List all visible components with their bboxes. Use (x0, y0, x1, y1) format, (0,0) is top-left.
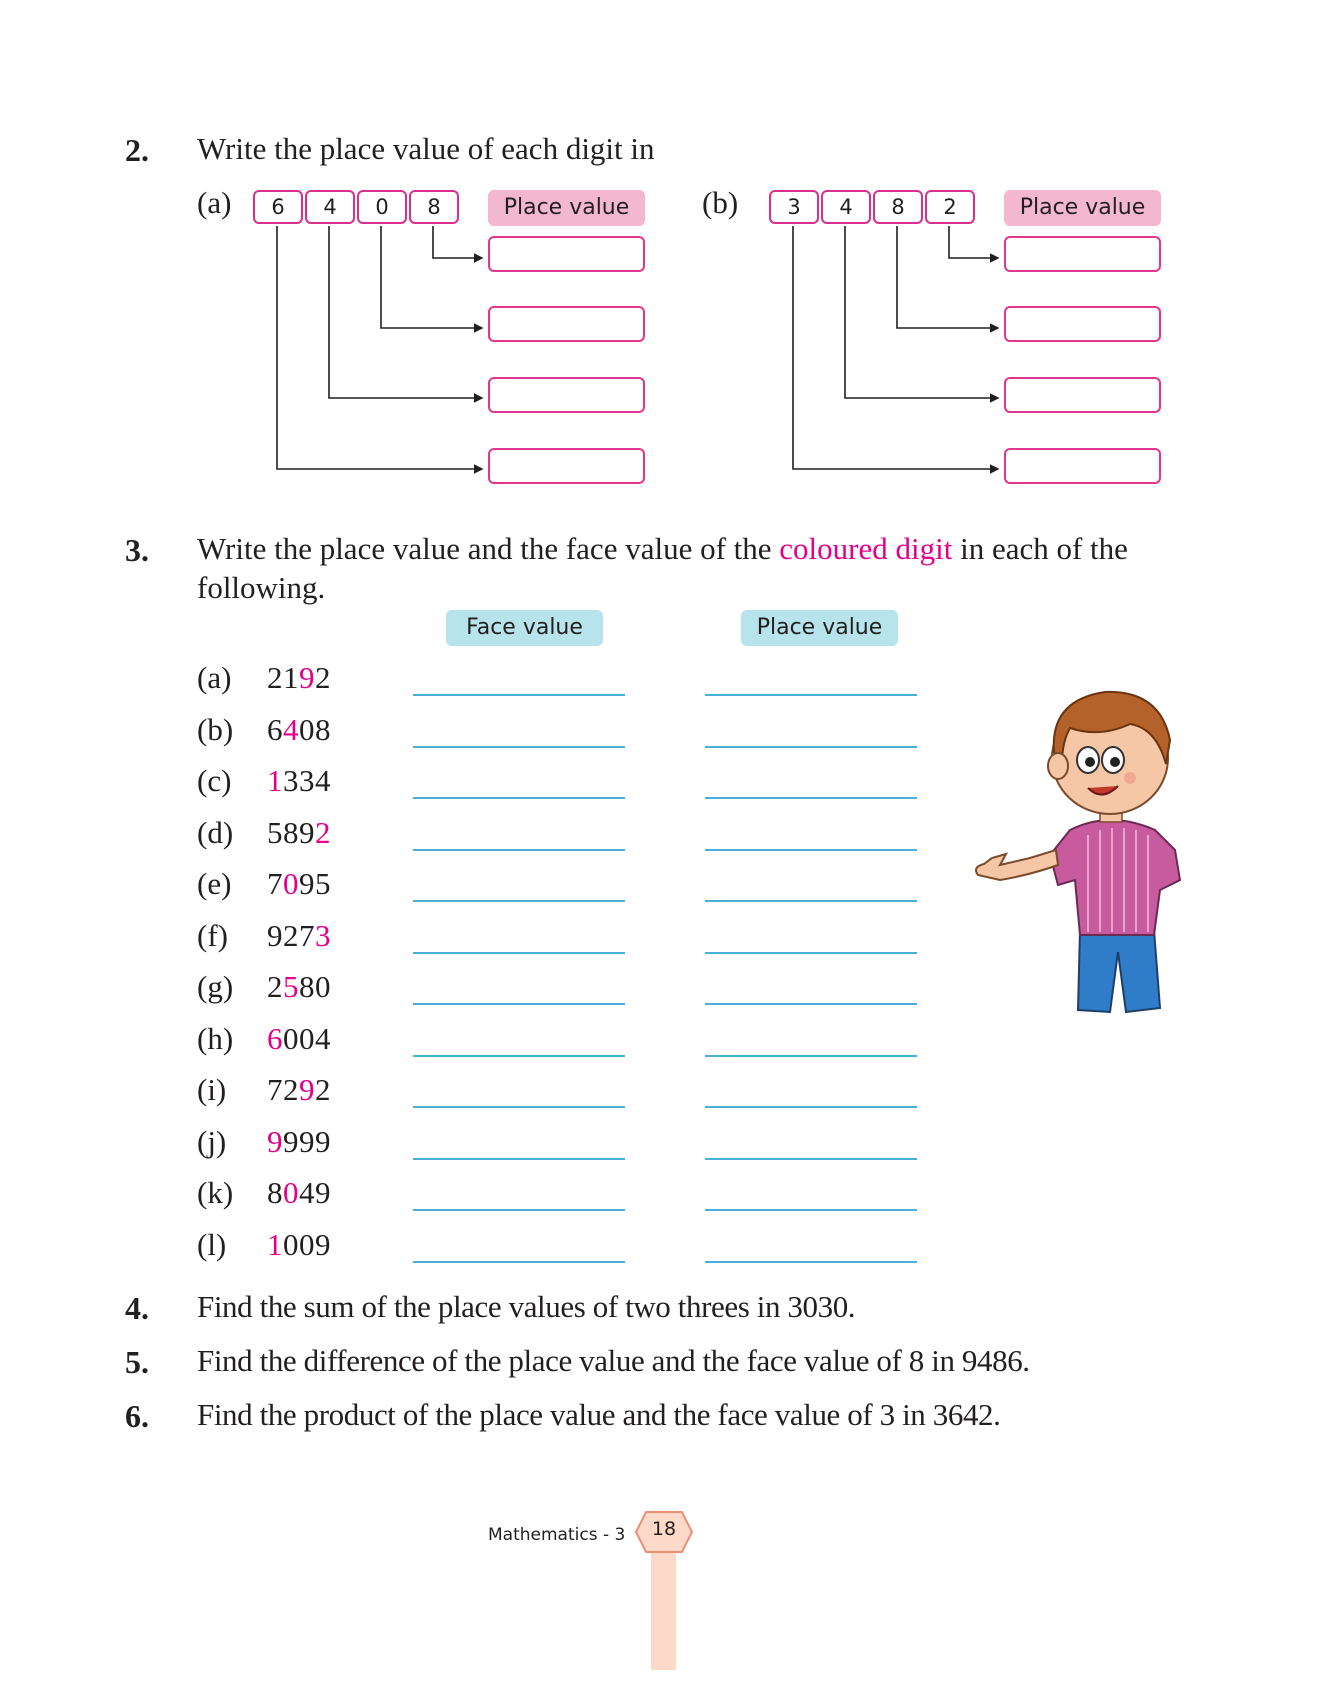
q3-row (197, 712, 947, 764)
q3-number-prefix: 927 (267, 917, 315, 953)
face-value-answer-line[interactable] (413, 694, 625, 696)
q3-number-prefix: 72 (267, 1072, 299, 1107)
question-3-text (197, 531, 1128, 567)
q3-number-prefix: 21 (267, 660, 299, 695)
place-value-answer-line[interactable] (705, 797, 917, 799)
q2b-answer-thousands[interactable] (1004, 448, 1161, 484)
q2b-line-ones (949, 226, 998, 258)
q3-row (197, 1021, 947, 1073)
page-tab-bar (651, 1550, 676, 1670)
q2a-answer-ones[interactable] (488, 236, 645, 272)
q3-row (197, 660, 947, 712)
q3-row-number (267, 1227, 331, 1263)
question-3-text-line2: following. (197, 570, 326, 605)
q3-row-label: (l) (197, 1226, 227, 1262)
q2b-line-tens (897, 226, 998, 328)
q3-row (197, 763, 947, 815)
question-6-number: 6. (125, 1398, 149, 1434)
q3-number-prefix: 2 (267, 969, 283, 1004)
q3-row-number (267, 1072, 331, 1108)
place-value-answer-line[interactable] (705, 1106, 917, 1108)
q2a-label: (a) (197, 185, 232, 220)
q2b-answer-hundreds[interactable] (1004, 377, 1161, 413)
q3-coloured-digit: 1 (267, 1226, 283, 1262)
question-5-text: Find the difference of the place value and the face value of 8 in 9486. (197, 1343, 1030, 1378)
q3-number-suffix: 2 (315, 1072, 331, 1107)
q3-number-suffix: 004 (283, 1020, 331, 1056)
face-value-answer-line[interactable] (413, 849, 625, 851)
q3-row-label: (i) (197, 1072, 227, 1107)
face-value-answer-line[interactable] (413, 900, 625, 902)
q2b-digit-1: 3 (769, 190, 819, 224)
question-2-text: Write the place value of each digit in (197, 131, 655, 166)
q3-coloured-digit: 5 (283, 969, 299, 1004)
question-6-text: Find the product of the place value and the face value of 3 in 3642. (197, 1397, 1001, 1432)
place-value-answer-line[interactable] (705, 1158, 917, 1160)
q3-row-label: (a) (197, 660, 232, 695)
q3-row (197, 1175, 947, 1227)
q3-row-label: (k) (197, 1175, 234, 1210)
q3-row-number (267, 866, 331, 902)
q2a-line-tens (381, 226, 482, 328)
face-value-answer-line[interactable] (413, 1003, 625, 1005)
q2a-digit-4: 8 (409, 190, 459, 224)
q3-coloured-digit: 4 (283, 711, 299, 747)
q3-row (197, 1124, 947, 1176)
q3-row (197, 918, 947, 970)
q3-coloured-digit: 3 (315, 917, 331, 953)
q3-row-number (267, 969, 331, 1005)
q2a-answer-hundreds[interactable] (488, 377, 645, 413)
q3-row-label: (j) (197, 1123, 227, 1159)
q3-row (197, 866, 947, 918)
q3-number-suffix: 009 (283, 1226, 331, 1262)
q3-coloured-digit: 9 (299, 660, 315, 695)
question-5-number: 5. (125, 1344, 149, 1380)
q3-coloured-digit: 0 (283, 1175, 299, 1210)
q3-row-label: (c) (197, 763, 232, 798)
q2b-place-value-header: Place value (1004, 190, 1161, 226)
q3-row-number (267, 1021, 331, 1057)
q2b-label: (b) (702, 185, 739, 220)
q3-row-number (267, 660, 331, 696)
face-value-answer-line[interactable] (413, 1158, 625, 1160)
place-value-answer-line[interactable] (705, 952, 917, 954)
page-number: 18 (651, 1518, 677, 1540)
q3-row-label: (b) (197, 711, 234, 747)
place-value-answer-line[interactable] (705, 849, 917, 851)
q2b-digit-3: 8 (873, 190, 923, 224)
q3-coloured-digit: 9 (299, 1072, 315, 1107)
q3-row (197, 815, 947, 867)
book-title: Mathematics - 3 (488, 1525, 626, 1545)
q3-number-suffix: 2 (315, 660, 331, 695)
place-value-answer-line[interactable] (705, 1209, 917, 1211)
q3-coloured-digit: 1 (267, 763, 283, 798)
q2b-answer-ones[interactable] (1004, 236, 1161, 272)
q3-number-suffix: 95 (299, 866, 331, 901)
q2b-digit-4: 2 (925, 190, 975, 224)
q3-row-number (267, 1175, 331, 1211)
q3-text-highlight: coloured digit (779, 531, 953, 566)
q2a-place-value-header: Place value (488, 190, 645, 226)
q3-number-suffix: 999 (283, 1123, 331, 1159)
question-4-number: 4. (125, 1290, 149, 1326)
q3-text-before: Write the place value and the face value of the (197, 531, 780, 566)
q2b-line-thousands (793, 226, 998, 469)
q3-row (197, 969, 947, 1021)
q3-row (197, 1072, 947, 1124)
face-value-answer-line[interactable] (413, 746, 625, 748)
face-value-answer-line[interactable] (413, 1209, 625, 1211)
q3-coloured-digit: 6 (267, 1020, 283, 1056)
q3-number-prefix: 7 (267, 866, 283, 901)
face-value-answer-line[interactable] (413, 1055, 625, 1057)
q2a-digit-2: 4 (305, 190, 355, 224)
q2a-line-thousands (277, 226, 482, 469)
q3-row-label: (h) (197, 1020, 234, 1056)
question-3-number: 3. (125, 532, 149, 568)
q3-row-number (267, 712, 331, 748)
q3-row-label: (g) (197, 969, 234, 1004)
q3-row-number (267, 815, 331, 851)
face-value-answer-line[interactable] (413, 952, 625, 954)
q3-number-suffix: 334 (283, 763, 331, 798)
place-value-answer-line[interactable] (705, 694, 917, 696)
place-value-answer-line[interactable] (705, 746, 917, 748)
question-4-text: Find the sum of the place values of two threes in 3030. (197, 1289, 856, 1324)
q3-row (197, 1227, 947, 1279)
face-value-answer-line[interactable] (413, 797, 625, 799)
q2b-digit-2: 4 (821, 190, 871, 224)
q3-row-label: (d) (197, 814, 234, 850)
place-value-answer-line[interactable] (705, 1261, 917, 1263)
q3-coloured-digit: 0 (283, 866, 299, 901)
place-value-header: Place value (741, 610, 898, 646)
q2a-digit-1: 6 (253, 190, 303, 224)
face-value-answer-line[interactable] (413, 1106, 625, 1108)
q3-number-prefix: 589 (267, 814, 315, 850)
q3-number-suffix: 08 (299, 711, 331, 747)
face-value-answer-line[interactable] (413, 1261, 625, 1263)
q3-row-number (267, 763, 331, 799)
q3-text-after: in each of the (952, 531, 1128, 566)
q2b-line-hundreds (845, 226, 998, 398)
place-value-answer-line[interactable] (705, 1003, 917, 1005)
question-2-number: 2. (125, 132, 149, 168)
q3-row-number (267, 1124, 331, 1160)
q3-row-number (267, 918, 331, 954)
boy-illustration (970, 680, 1210, 1020)
q2a-answer-tens[interactable] (488, 306, 645, 342)
q3-number-prefix: 6 (267, 711, 283, 747)
face-value-header: Face value (446, 610, 603, 646)
q3-row-label: (e) (197, 866, 232, 901)
q3-number-prefix: 8 (267, 1175, 283, 1210)
place-value-answer-line[interactable] (705, 900, 917, 902)
q2b-answer-tens[interactable] (1004, 306, 1161, 342)
q2a-line-ones (433, 226, 482, 258)
place-value-answer-line[interactable] (705, 1055, 917, 1057)
q2a-digit-3: 0 (357, 190, 407, 224)
q3-coloured-digit: 2 (315, 814, 331, 850)
q3-row-label: (f) (197, 917, 228, 953)
q2a-answer-thousands[interactable] (488, 448, 645, 484)
q3-coloured-digit: 9 (267, 1123, 283, 1159)
q3-number-suffix: 49 (299, 1175, 331, 1210)
q2a-line-hundreds (329, 226, 482, 398)
q3-number-suffix: 80 (299, 969, 331, 1004)
